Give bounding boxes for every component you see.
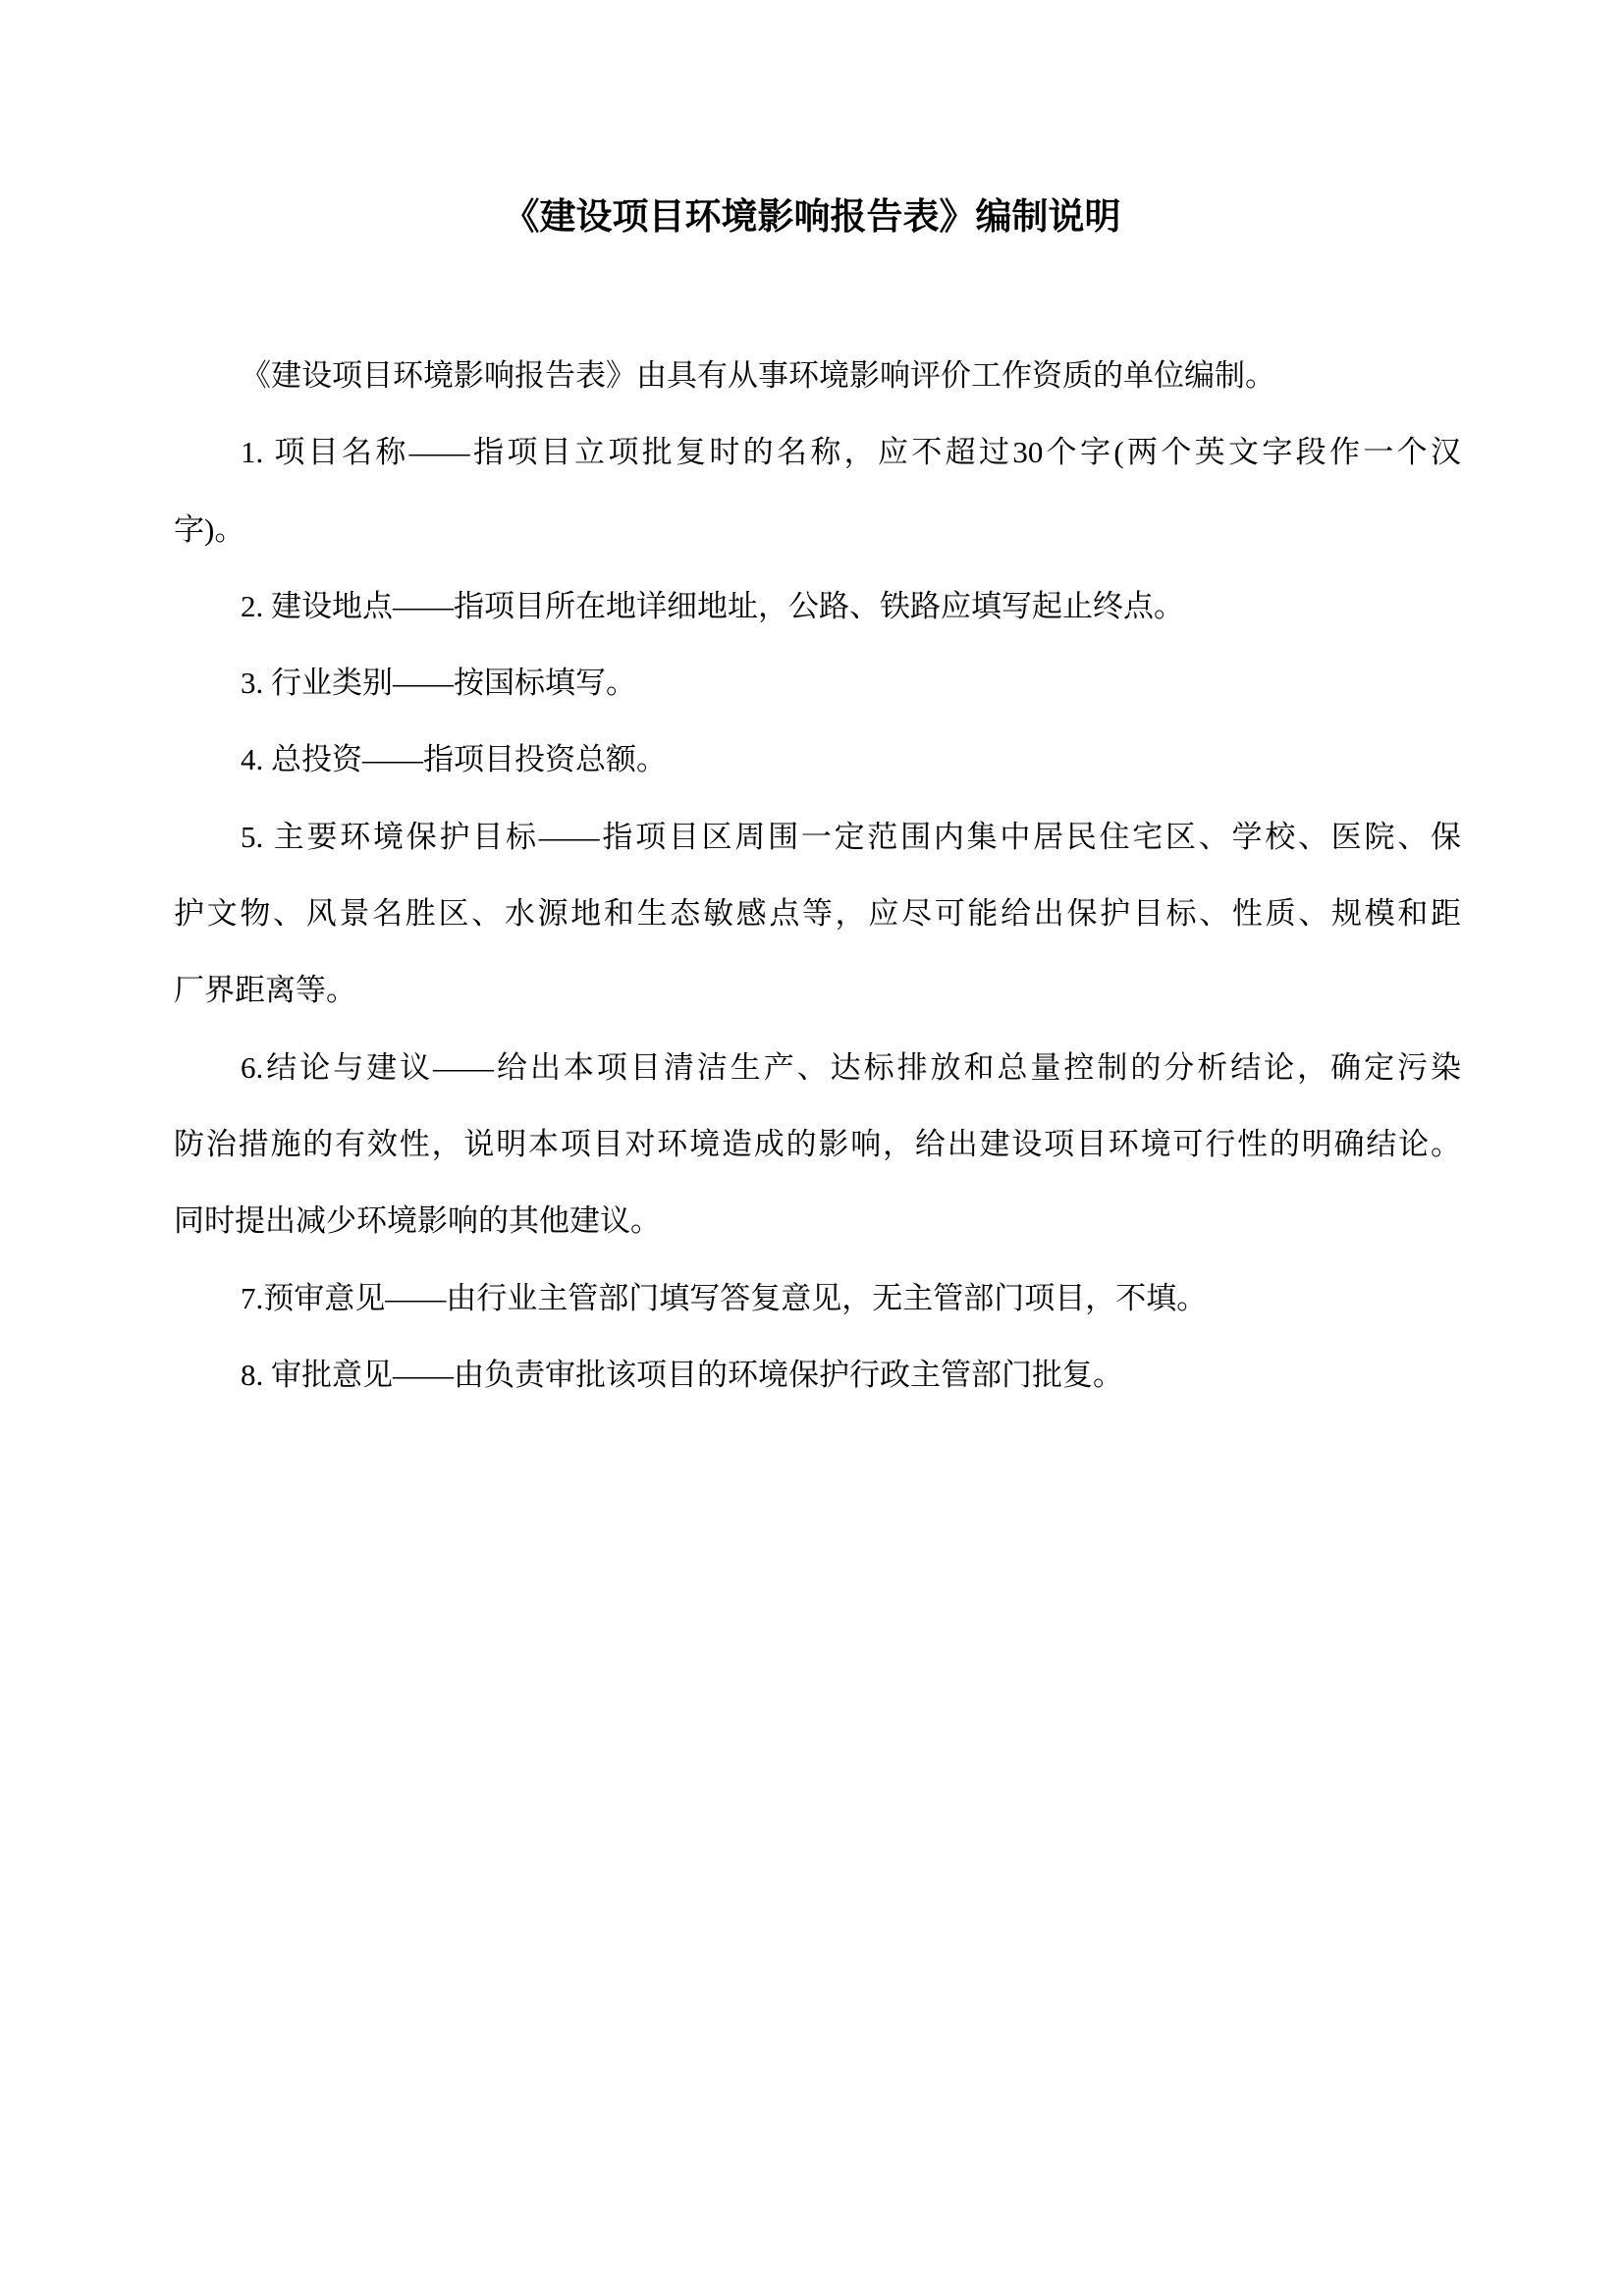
paragraph-line: 护文物、风景名胜区、水源地和生态敏感点等，应尽可能给出保护目标、性质、规模和距 [174, 896, 1461, 932]
document-body [174, 338, 1461, 1414]
paragraph-line: 5. 主要环境保护目标——指项目区周围一定范围内集中居民住宅区、学校、医院、保 [241, 819, 1461, 854]
paragraph-7 [174, 1260, 1461, 1337]
paragraph-2 [174, 568, 1461, 645]
paragraph-line: 7.预审意见——由行业主管部门填写答复意见，无主管部门项目，不填。 [241, 1280, 1208, 1315]
paragraph-line: 字)。 [174, 511, 245, 547]
paragraph-line: 《建设项目环境影响报告表》由具有从事环境影响评价工作资质的单位编制。 [241, 358, 1275, 393]
paragraph-4 [174, 721, 1461, 798]
paragraph-line: 6.结论与建议——给出本项目清洁生产、达标排放和总量控制的分析结论，确定污染 [241, 1049, 1461, 1085]
paragraph-line: 厂界距离等。 [174, 973, 356, 1008]
paragraph-line: 2. 建设地点——指项目所在地详细地址，公路、铁路应填写起止终点。 [241, 588, 1184, 623]
paragraph-0 [174, 338, 1461, 414]
paragraph-line: 1. 项目名称——指项目立项批复时的名称，应不超过30个字(两个英文字段作一个汉 [241, 435, 1461, 470]
paragraph-8 [174, 1337, 1461, 1414]
paragraph-5 [174, 799, 1461, 1030]
paragraph-line: 3. 行业类别——按国标填写。 [241, 666, 636, 701]
paragraph-line: 同时提出减少环境影响的其他建议。 [174, 1203, 661, 1239]
paragraph-6 [174, 1030, 1461, 1260]
paragraph-line: 防治措施的有效性，说明本项目对环境造成的影响，给出建设项目环境可行性的明确结论。 [174, 1126, 1461, 1161]
paragraph-line: 4. 总投资——指项目投资总额。 [241, 742, 667, 777]
paragraph-3 [174, 645, 1461, 721]
paragraph-1 [174, 414, 1461, 568]
paragraph-line: 8. 审批意见——由负责审批该项目的环境保护行政主管部门批复。 [241, 1357, 1123, 1392]
document-title: 《建设项目环境影响报告表》编制说明 [503, 197, 1121, 238]
